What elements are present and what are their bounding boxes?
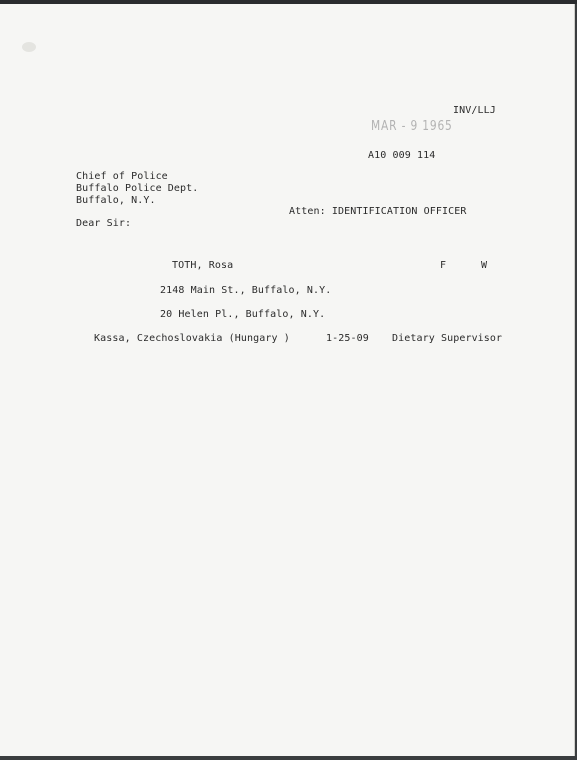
subject-race: W xyxy=(481,260,488,271)
subject-occupation: Dietary Supervisor xyxy=(392,333,503,344)
salutation: Dear Sir: xyxy=(76,218,132,229)
attention-line: Atten: IDENTIFICATION OFFICER xyxy=(289,206,467,217)
reference-initials: INV/LLJ xyxy=(453,105,496,116)
document-page xyxy=(0,4,575,756)
received-date-stamp: MAR - 9 1965 xyxy=(371,119,453,134)
subject-sex: F xyxy=(440,260,447,271)
subject-name: TOTH, Rosa xyxy=(172,260,234,271)
subject-birthdate: 1-25-09 xyxy=(326,333,369,344)
recipient-line-2: Buffalo Police Dept. xyxy=(76,183,199,194)
subject-address-1: 2148 Main St., Buffalo, N.Y. xyxy=(160,285,332,296)
paper-speck xyxy=(22,42,36,52)
subject-birthplace: Kassa, Czechoslovakia (Hungary ) xyxy=(94,333,290,344)
recipient-line-3: Buffalo, N.Y. xyxy=(76,195,156,206)
subject-address-2: 20 Helen Pl., Buffalo, N.Y. xyxy=(160,309,326,320)
recipient-line-1: Chief of Police xyxy=(76,171,168,182)
alien-file-number: A10 009 114 xyxy=(368,150,436,161)
